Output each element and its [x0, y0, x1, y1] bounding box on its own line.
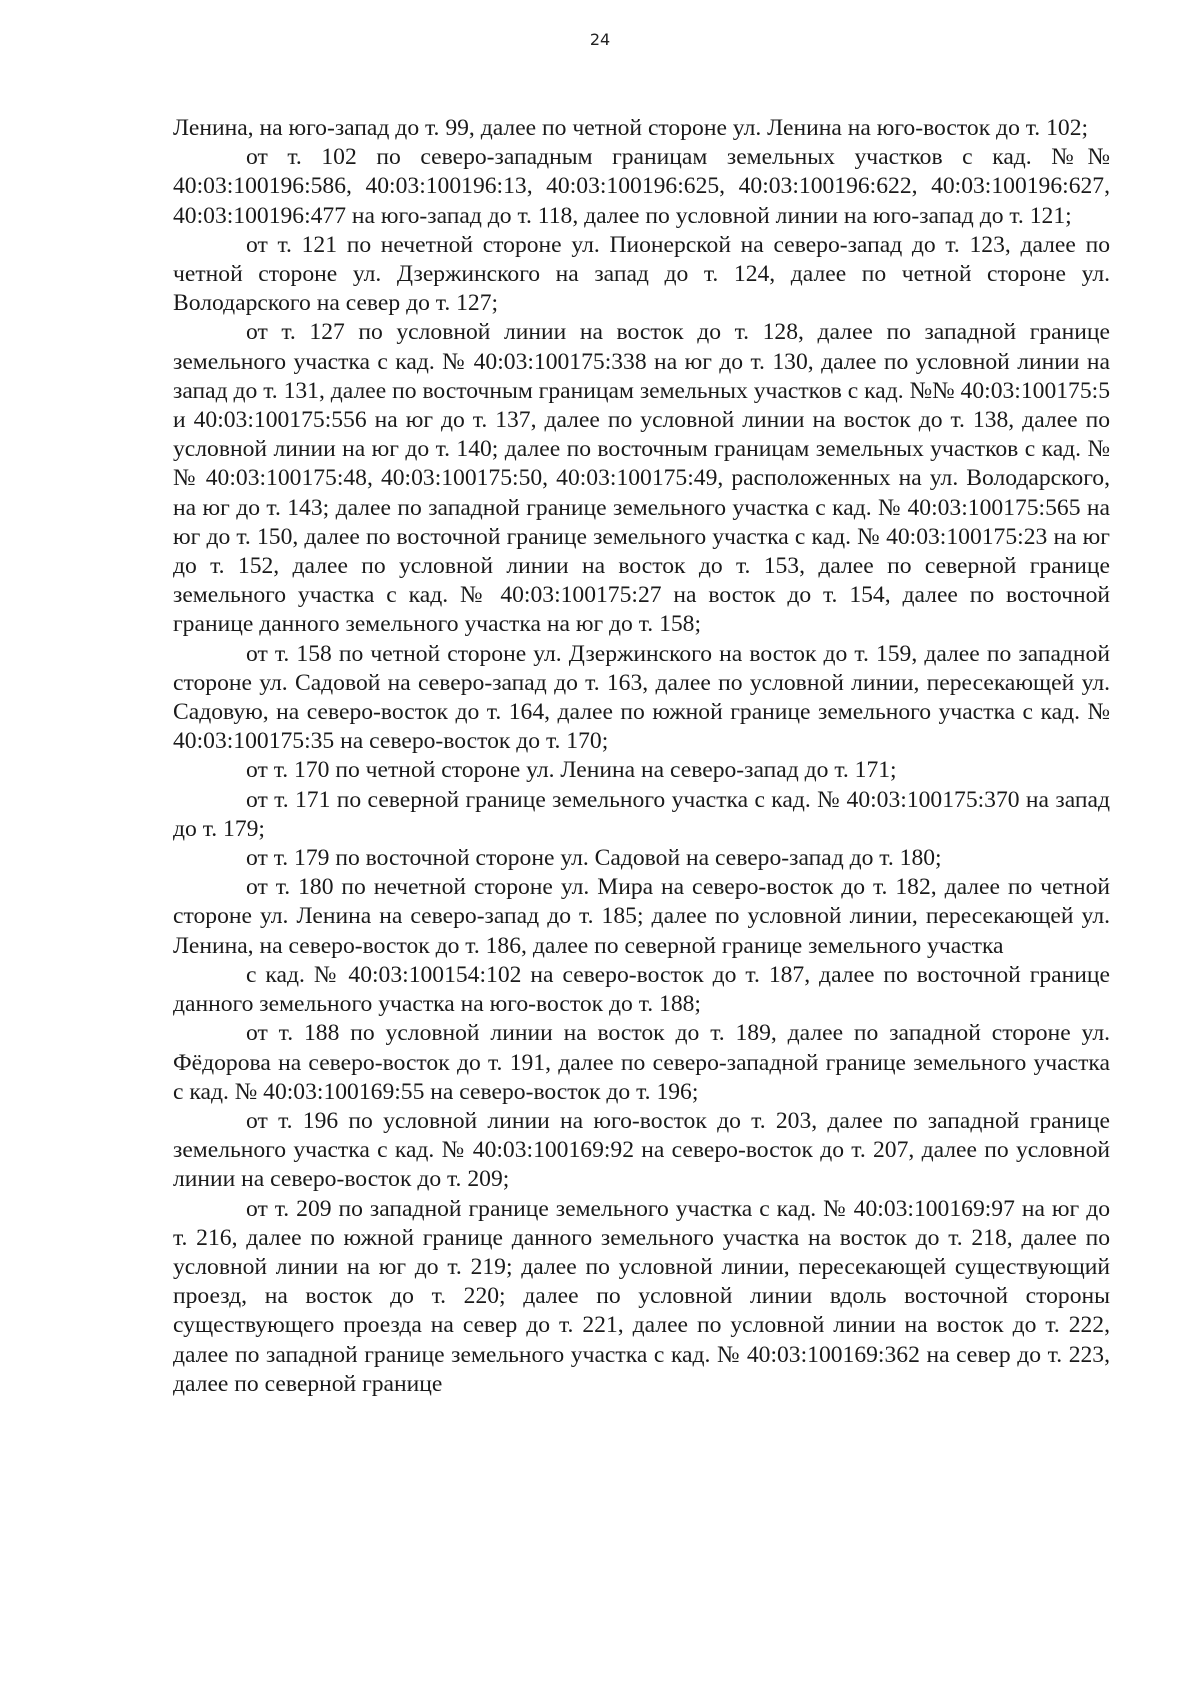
paragraph: Ленина, на юго-запад до т. 99, далее по четной стороне ул. Ленина на юго-восток до т. 102;: [173, 115, 1089, 141]
paragraph: от т. 188 по условной линии на восток до т. 189, далее по западной стороне ул. Фёдорова на северо-восток до т. 191, далее по северо-западной границе земельного участка с кад. № 40:03:100169:55 на северо-восток до т. 196;: [173, 1020, 1110, 1105]
page-number: 24: [589, 30, 611, 49]
paragraph: от т. 179 по восточной стороне ул. Садовой на северо-запад до т. 180;: [246, 845, 942, 872]
paragraph: от т. 102 по северо-западным границам земельных участков с кад. №№ 40:03:100196:586, 40:03:100196:13, 40:03:100196:625, 40:03:100196:622, 40:03:100196:627, 40:03:100196:477 на юго-запад до т. 118, далее по условной линии на юго-запад до т. 121;: [173, 144, 1110, 229]
paragraph: от т. 171 по северной границе земельного участка с кад. № 40:03:100175:370 на запад до т. 179;: [173, 786, 1110, 842]
paragraph: от т. 209 по западной границе земельного участка с кад. № 40:03:100169:97 на юг до т. 216, далее по южной границе данного земельного участка на восток до т. 218, далее по условной линии на юг до т. 219; далее по условной линии, пересекающей существующий проезд, на восток до т. 220; далее по условной линии вдоль восточной стороны существующего проезда на север до т. 221, далее по условной линии на восток до т. 222, далее по западной границе земельного участка с кад. № 40:03:100169:362 на север до т. 223, далее по северной границе: [173, 1195, 1110, 1397]
paragraph: от т. 180 по нечетной стороне ул. Мира на северо-восток до т. 182, далее по четной стороне ул. Ленина на северо-запад до т. 185; далее по условной линии, пересекающей ул. Ленина, на северо-восток до т. 186, далее по северной границе земельного участка: [173, 874, 1110, 959]
paragraph: от т. 158 по четной стороне ул. Дзержинского на восток до т. 159, далее по западной стороне ул. Садовой на северо-запад до т. 163, далее по условной линии, пересекающей ул. Садовую, на северо-восток до т. 164, далее по южной границе земельного участка с кад. № 40:03:100175:35 на северо-восток до т. 170;: [173, 640, 1110, 755]
paragraph: от т. 196 по условной линии на юго-восток до т. 203, далее по западной границе земельного участка с кад. № 40:03:100169:92 на северо-восток до т. 207, далее по условной линии на северо-восток до т. 209;: [173, 1107, 1110, 1193]
paragraph: от т. 121 по нечетной стороне ул. Пионерской на северо-запад до т. 123, далее по четной стороне ул. Дзержинского на запад до т. 124, далее по четной стороне ул. Володарского на север до т. 127;: [173, 231, 1110, 317]
document-body: [173, 114, 1110, 1399]
paragraph: с кад. № 40:03:100154:102 на северо-восток до т. 187, далее по восточной границе данного земельного участка на юго-восток до т. 188;: [173, 961, 1110, 1018]
paragraph: от т. 127 по условной линии на восток до т. 128, далее по западной границе земельного участка с кад. № 40:03:100175:338 на юг до т. 130, далее по условной линии на запад до т. 131, далее по восточным границам земельных участков с кад. №№ 40:03:100175:5 и 40:03:100175:556 на юг до т. 137, далее по условной линии на восток до т. 138, далее по условной линии на юг до т. 140; далее по восточным границам земельных участков с кад. №№ 40:03:100175:48, 40:03:100175:50, 40:03:100175:49, расположенных на ул. Володарского, на юг до т. 143; далее по западной границе земельного участка с кад. № 40:03:100175:565 на юг до т. 150, далее по восточной границе земельного участка с кад. № 40:03:100175:23 на юг до т. 152, далее по условной линии на восток до т. 153, далее по северной границе земельного участка с кад. № 40:03:100175:27 на восток до т. 154, далее по восточной границе данного земельного участка на юг до т. 158;: [173, 319, 1110, 638]
paragraph: от т. 170 по четной стороне ул. Ленина на северо-запад до т. 171;: [246, 757, 897, 784]
